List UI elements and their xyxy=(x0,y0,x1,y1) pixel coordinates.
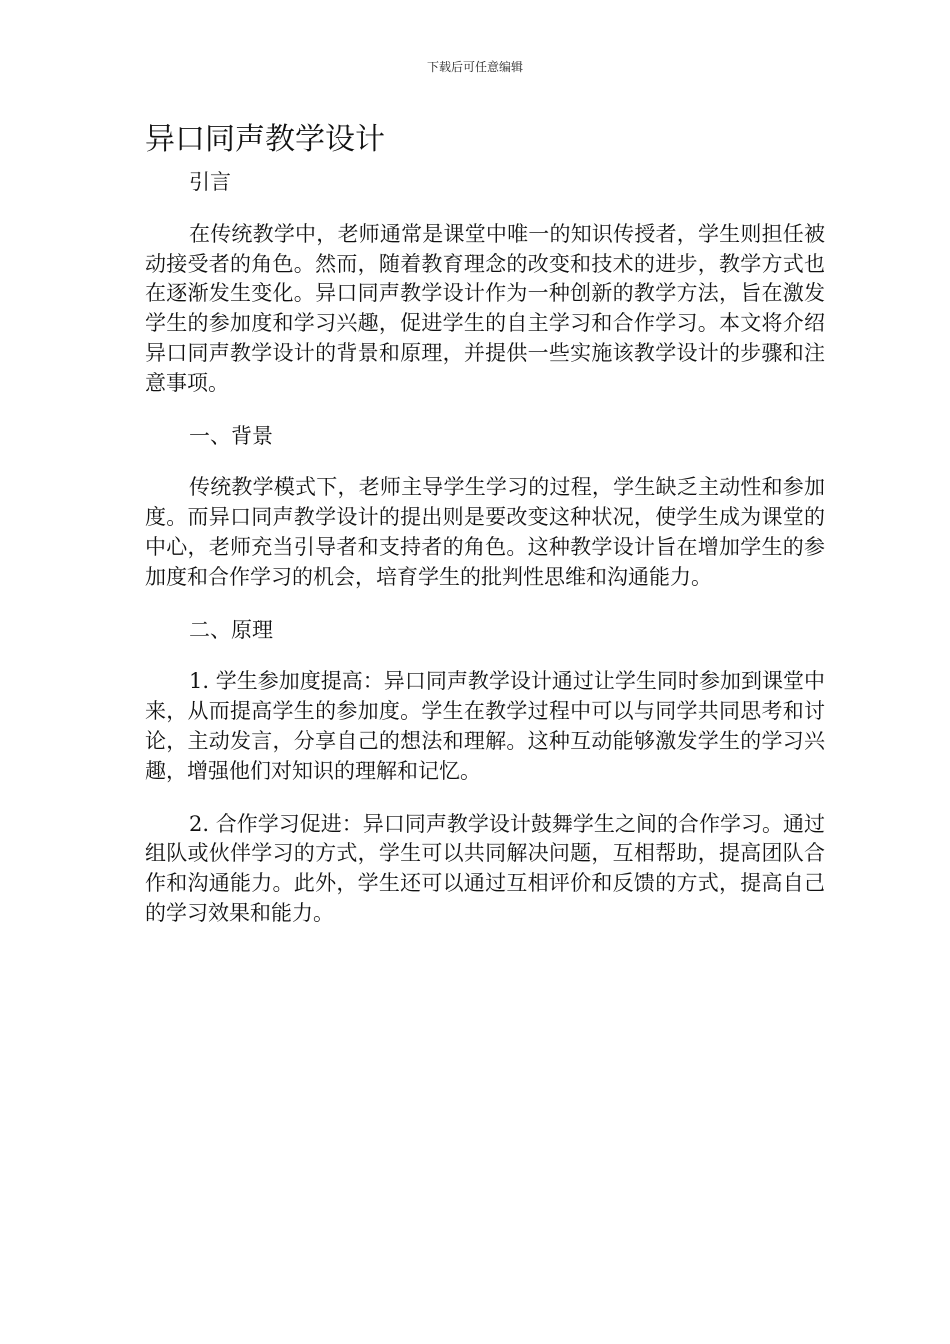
principles-heading: 二、原理 xyxy=(189,617,273,642)
intro-paragraph: 在传统教学中，老师通常是课堂中唯一的知识传授者，学生则担任被动接受者的角色。然而，随着教育理念的改变和技术的进步，教学方式也在逐渐发生变化。异口同声教学设计作为一种创新的教学方法，旨在激发学生的参加度和学习兴趣，促进学生的自主学习和合作学习。本文将介绍异口同声教学设计的背景和原理，并提供一些实施该教学设计的步骤和注意事项。 xyxy=(145,221,825,395)
page-header: 下载后可任意编辑 xyxy=(426,60,523,74)
principle-item-2: 2. 合作学习促进：异口同声教学设计鼓舞学生之间的合作学习。通过组队或伙伴学习的方式，学生可以共同解决问题，互相帮助，提高团队合作和沟通能力。此外，学生还可以通过互相评价和反馈的方式，提高自己的学习效果和能力。 xyxy=(145,811,825,925)
background-heading: 一、背景 xyxy=(189,423,273,448)
principle-item-1: 1. 学生参加度提高：异口同声教学设计通过让学生同时参加到课堂中来，从而提高学生的参加度。学生在教学过程中可以与同学共同思考和讨论，主动发言，分享自己的想法和理解。这种互动能够激发学生的学习兴趣，增强他们对知识的理解和记忆。 xyxy=(145,669,825,783)
background-paragraph: 传统教学模式下，老师主导学生学习的过程，学生缺乏主动性和参加度。而异口同声教学设计的提出则是要改变这种状况，使学生成为课堂的中心，老师充当引导者和支持者的角色。这种教学设计旨在增加学生的参加度和合作学习的机会，培育学生的批判性思维和沟通能力。 xyxy=(145,475,825,589)
intro-heading: 引言 xyxy=(189,170,231,194)
document-title: 异口同声教学设计 xyxy=(145,122,385,157)
document-body xyxy=(145,168,825,929)
